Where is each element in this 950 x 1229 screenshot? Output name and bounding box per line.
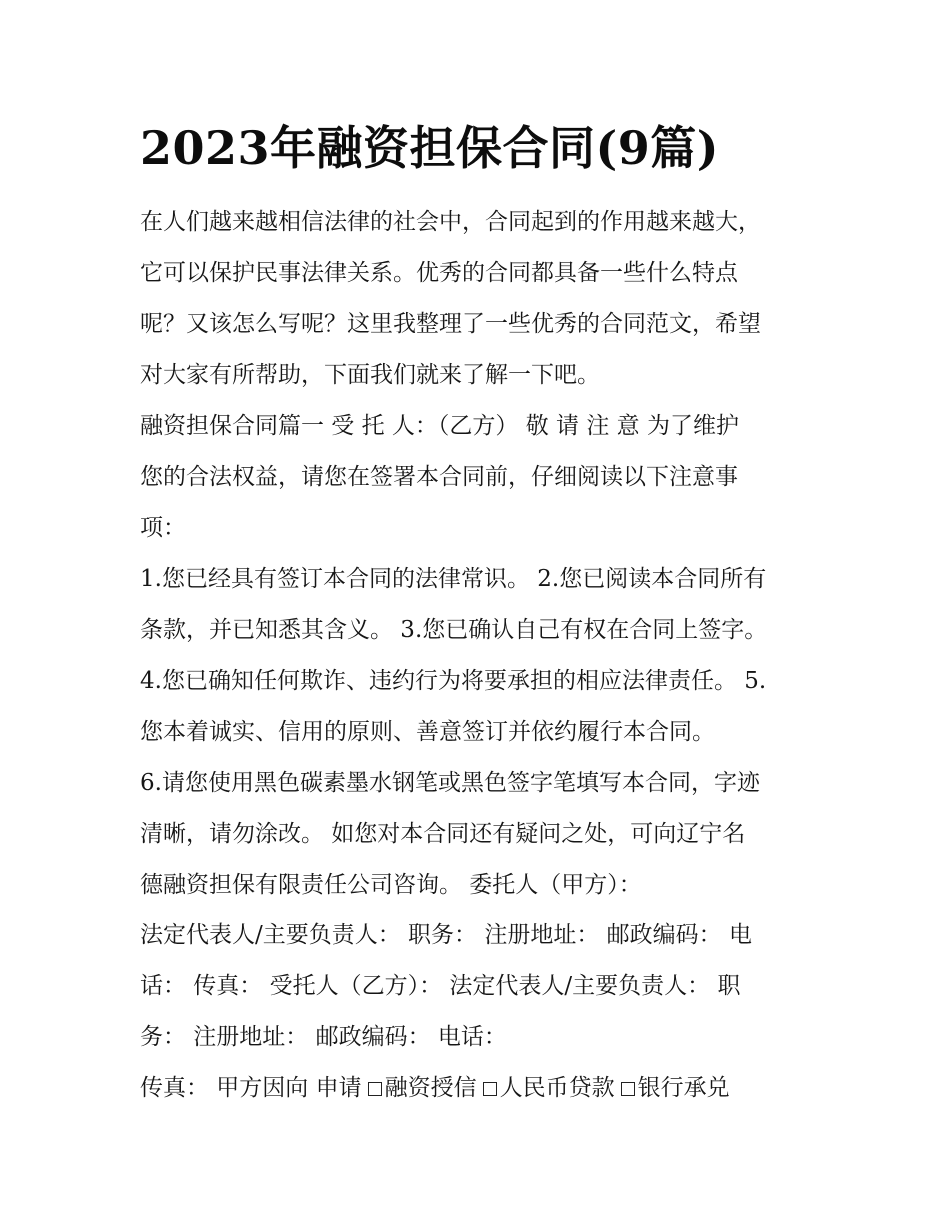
body-line: 呢？又该怎么写呢？这里我整理了一些优秀的合同范文，希望 <box>140 311 761 337</box>
body-line: 清晰，请勿涂改。 如您对本合同还有疑问之处，可向辽宁名 <box>140 821 746 847</box>
body-line: 4.您已确知任何欺诈、违约行为将要承担的相应法律责任。 5. <box>140 668 767 694</box>
body-line: 6.请您使用黑色碳素墨水钢笔或黑色签字笔填写本合同，字迹 <box>140 770 760 796</box>
body-line: 它可以保护民事法律关系。优秀的合同都具备一些什么特点 <box>140 260 738 286</box>
body-line: 法定代表人/主要负责人： 职务： 注册地址： 邮政编码： 电 <box>140 922 752 948</box>
option-label: 银行承兑 <box>637 1075 730 1101</box>
body-line: 1.您已经具有签订本合同的法律常识。 2.您已阅读本合同所有 <box>140 566 767 592</box>
body-line: 项： <box>140 515 186 541</box>
body-line: 融资担保合同篇一 受 托 人：（乙方） 敬 请 注 意 为了维护 <box>140 413 739 439</box>
checkbox-icon <box>368 1082 382 1096</box>
option-label: 人民币贷款 <box>499 1075 615 1101</box>
body-line: 您的合法权益，请您在签署本合同前，仔细阅读以下注意事 <box>140 464 738 490</box>
options-prefix: 传真： 甲方因向 申请 <box>140 1075 362 1101</box>
option-label: 融资授信 <box>384 1075 477 1101</box>
body-line: 您本着诚实、信用的原则、善意签订并依约履行本合同。 <box>140 719 715 745</box>
body-line: 对大家有所帮助，下面我们就来了解一下吧。 <box>140 362 600 388</box>
checkbox-icon <box>621 1082 635 1096</box>
document-title: 2023年融资担保合同(9篇) <box>140 121 720 175</box>
body-line: 务： 注册地址： 邮政编码： 电话： <box>140 1024 507 1050</box>
body-line-options <box>140 1073 730 1103</box>
body-line: 条款，并已知悉其含义。 3.您已确认自己有权在合同上签字。 <box>140 617 768 643</box>
checkbox-icon <box>483 1082 497 1096</box>
body-line: 话： 传真： 受托人（乙方）： 法定代表人/主要负责人： 职 <box>140 973 741 999</box>
body-line: 德融资担保有限责任公司咨询。 委托人（甲方）： <box>140 872 642 898</box>
body-line: 在人们越来越相信法律的社会中，合同起到的作用越来越大， <box>140 209 761 235</box>
